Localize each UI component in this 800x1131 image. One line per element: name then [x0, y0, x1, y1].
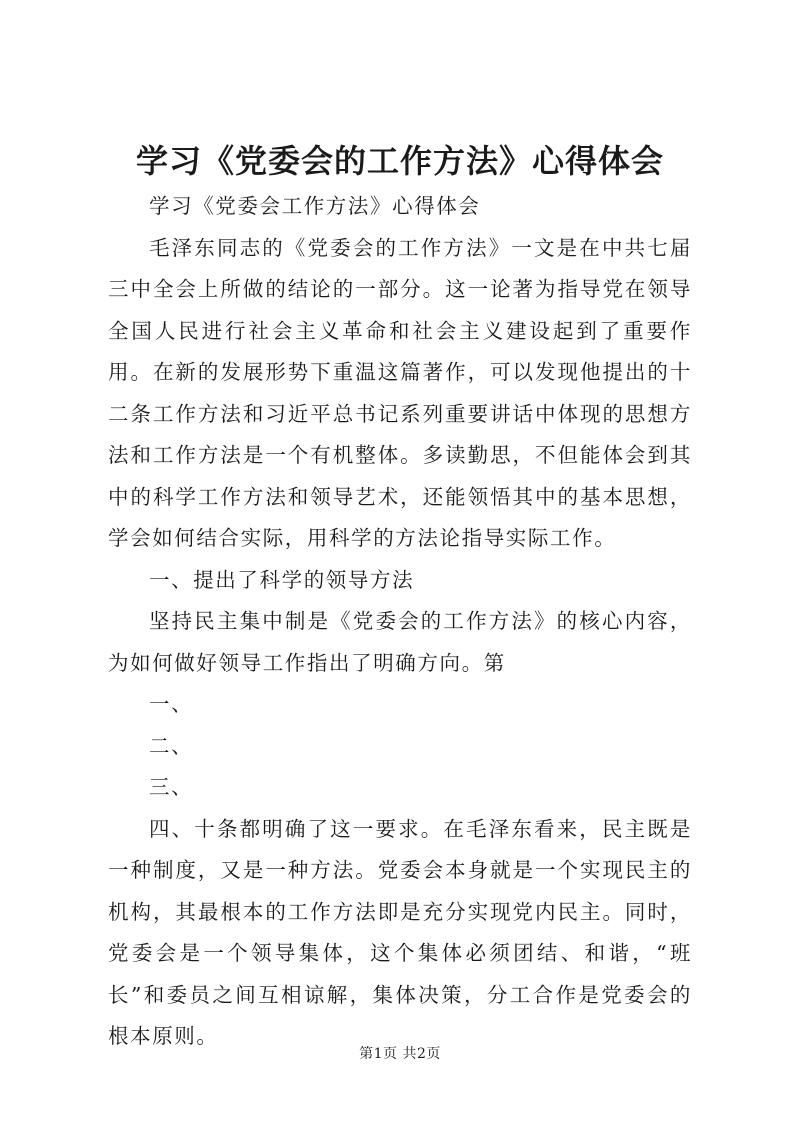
body-paragraph: 坚持民主集中制是《党委会的工作方法》的核心内容，为如何做好领导工作指出了明确方向。第 — [108, 609, 692, 675]
page-number-footer: 第1页 共2页 — [359, 1046, 441, 1062]
list-marker-line: 一、 — [149, 692, 194, 716]
list-marker-line: 二、 — [149, 733, 194, 758]
document-body — [108, 186, 692, 1058]
subtitle-paragraph: 学习《党委会工作方法》心得体会 — [149, 194, 481, 218]
body-paragraph: 四、十条都明确了这一要求。在毛泽东看来，民主既是一种制度，又是一种方法。党委会本身就是一个实现民主的机构，其最根本的工作方法即是充分实现党内民主。同时，党委会是一个领导集体，这个集体必须团结、和谐，“班长”和委员之间互相谅解，集体决策，分工合作是党委会的根本原则。 — [108, 816, 692, 1048]
section-heading: 一、提出了科学的领导方法 — [149, 567, 415, 592]
list-marker-line: 三、 — [149, 775, 194, 799]
intro-paragraph: 毛泽东同志的《党委会的工作方法》一文是在中共七届三中全会上所做的结论的一部分。这一论著为指导党在领导全国人民进行社会主义革命和社会主义建设起到了重要作用。在新的发展形势下重温这篇著作，可以发现他提出的十二条工作方法和习近平总书记系列重要讲话中体现的思想方法和工作方法是一个有机整体。多读勤思，不但能体会到其中的科学工作方法和领导艺术，还能领悟其中的基本思想，学会如何结合实际，用科学的方法论指导实际工作。 — [108, 235, 692, 550]
document-title: 学习《党委会的工作方法》心得体会 — [135, 142, 664, 180]
